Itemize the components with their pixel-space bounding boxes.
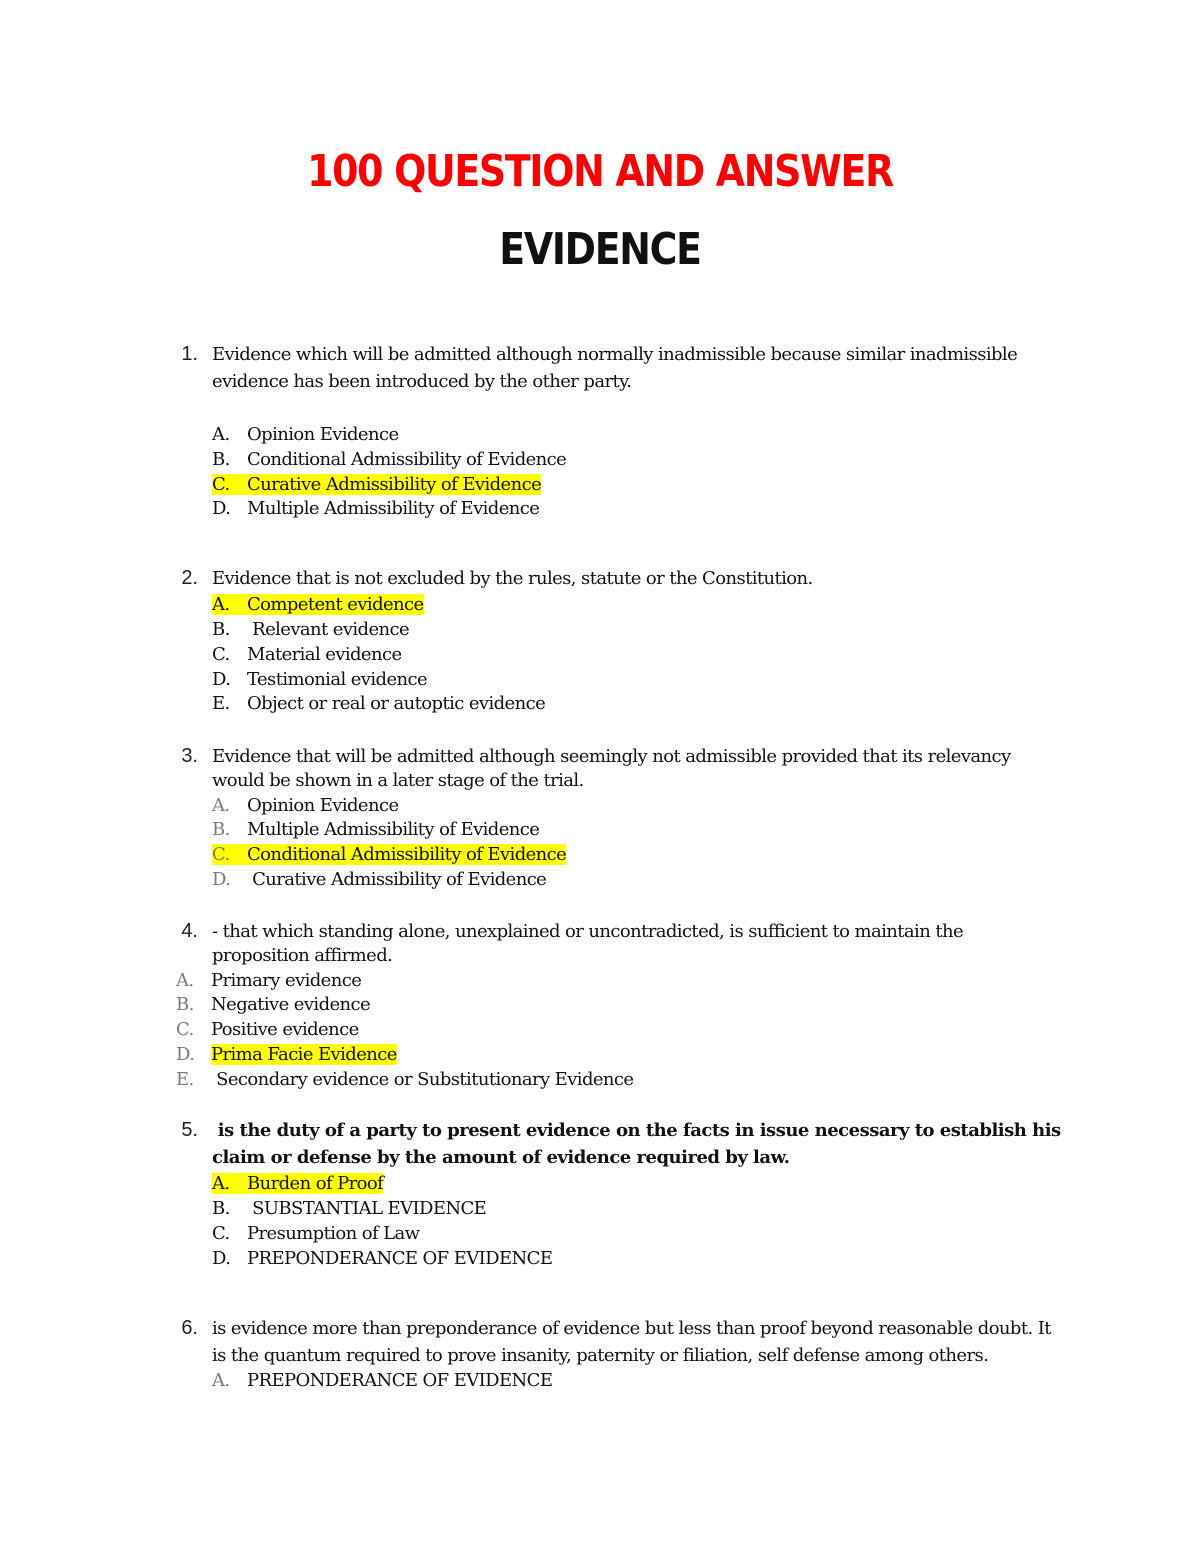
answer-option [212, 449, 566, 470]
question-number: 5. [181, 1119, 198, 1141]
answer-option [176, 1019, 359, 1040]
option-label: D. [212, 1248, 231, 1269]
question-text: Evidence that will be admitted although seemingly not admissible provided that its relevancy [212, 746, 1011, 767]
option-text: Opinion Evidence [247, 424, 399, 445]
answer-option [212, 669, 427, 690]
question-text: - that which standing alone, unexplained or uncontradicted, is sufficient to maintain the [212, 921, 964, 942]
correct-answer-option [212, 594, 424, 615]
question-number: 3. [181, 745, 198, 767]
option-text: Positive evidence [211, 1019, 359, 1040]
option-label: C. [212, 1223, 230, 1244]
question-text: Evidence that is not excluded by the rules, statute or the Constitution. [212, 568, 813, 589]
option-label: A. [212, 594, 230, 615]
option-label: C. [176, 1019, 194, 1040]
option-label: C. [212, 474, 230, 495]
option-label: A. [176, 970, 194, 991]
question-text: is the quantum required to prove insanity, paternity or filiation, self defense among others. [212, 1345, 989, 1366]
option-label: D. [212, 869, 231, 890]
answer-option [212, 1223, 419, 1244]
document-subtitle: EVIDENCE [499, 224, 701, 275]
option-text: Prima Facie Evidence [211, 1044, 397, 1065]
option-label: D. [212, 498, 231, 519]
option-text: Testimonial evidence [247, 669, 428, 690]
answer-option [176, 994, 370, 1015]
option-text: Relevant evidence [247, 619, 410, 640]
answer-option [212, 1248, 552, 1269]
option-text: Curative Admissibility of Evidence [247, 869, 547, 890]
answer-option [176, 1069, 633, 1090]
question-text: would be shown in a later stage of the trial. [212, 770, 584, 791]
option-label: A. [212, 795, 230, 816]
answer-option [212, 424, 399, 445]
question-text: is the duty of a party to present evidence on the facts in issue necessary to establish his [212, 1120, 1061, 1141]
option-text: Object or real or autoptic evidence [247, 693, 546, 714]
answer-option [212, 498, 539, 519]
option-text: Burden of Proof [247, 1173, 384, 1194]
option-label: D. [176, 1044, 195, 1065]
option-text: Curative Admissibility of Evidence [247, 474, 542, 495]
question-text: is evidence more than preponderance of evidence but less than proof beyond reasonable doubt. It [212, 1318, 1051, 1339]
option-label: B. [176, 994, 194, 1015]
option-label: E. [176, 1069, 194, 1090]
option-label: D. [212, 669, 231, 690]
answer-option [176, 970, 361, 991]
option-text: Secondary evidence or Substitutionary Evidence [211, 1069, 634, 1090]
option-label: B. [212, 1198, 230, 1219]
answer-option [212, 1370, 552, 1391]
option-text: Opinion Evidence [247, 795, 399, 816]
correct-answer-option [212, 1173, 383, 1194]
question-number: 2. [181, 567, 198, 589]
option-label: C. [212, 844, 230, 865]
option-label: E. [212, 693, 230, 714]
answer-option [212, 619, 409, 640]
option-label: A. [212, 1173, 230, 1194]
option-text: SUBSTANTIAL EVIDENCE [247, 1198, 487, 1219]
option-label: A. [212, 1370, 230, 1391]
correct-answer-option [212, 474, 541, 495]
option-label: A. [212, 424, 230, 445]
option-label: B. [212, 819, 230, 840]
question-text: evidence has been introduced by the other party. [212, 371, 632, 392]
option-text: Multiple Admissibility of Evidence [247, 819, 540, 840]
option-label: C. [212, 644, 230, 665]
question-text: claim or defense by the amount of evidence required by law. [212, 1147, 790, 1168]
question-text: proposition affirmed. [212, 945, 393, 966]
answer-option [212, 869, 546, 890]
option-text: PREPONDERANCE OF EVIDENCE [247, 1248, 553, 1269]
option-text: Primary evidence [211, 970, 362, 991]
option-text: Conditional Admissibility of Evidence [247, 844, 567, 865]
question-number: 1. [181, 343, 198, 365]
option-text: Conditional Admissibility of Evidence [247, 449, 567, 470]
correct-answer-option [212, 844, 566, 865]
answer-option [212, 1198, 486, 1219]
answer-option [212, 644, 402, 665]
option-label: B. [212, 449, 230, 470]
option-text: Material evidence [247, 644, 402, 665]
option-label: B. [212, 619, 230, 640]
question-number: 6. [181, 1317, 198, 1339]
answer-option [212, 795, 399, 816]
correct-answer-option [176, 1044, 397, 1065]
question-text: Evidence which will be admitted although normally inadmissible because similar inadmissible [212, 344, 1018, 365]
option-text: PREPONDERANCE OF EVIDENCE [247, 1370, 553, 1391]
option-text: Presumption of Law [247, 1223, 420, 1244]
option-text: Competent evidence [247, 594, 424, 615]
answer-option [212, 819, 539, 840]
answer-option [212, 693, 545, 714]
option-text: Negative evidence [211, 994, 371, 1015]
option-text: Multiple Admissibility of Evidence [247, 498, 540, 519]
document-title: 100 QUESTION AND ANSWER [307, 146, 893, 197]
question-number: 4. [181, 920, 198, 942]
